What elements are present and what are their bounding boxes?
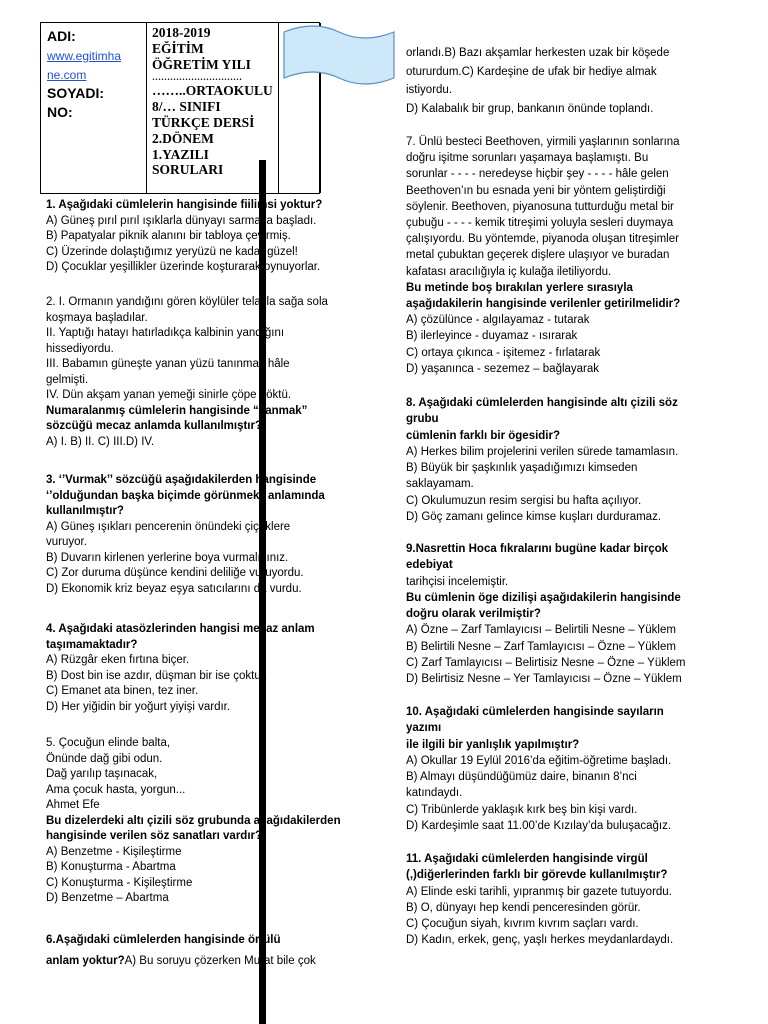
question-stem: 10. Aşağıdaki cümlelerden hangisinde sayıların — [406, 706, 664, 718]
question-stem: doğru olarak verilmiştir? — [406, 608, 541, 621]
statement-line: III. Babamın güneşte yanan yüzü tanınmaz hâle — [46, 358, 290, 370]
passage-line: çubuğu - - - - kemik titreşimi yoluyla sesleri duymaya — [406, 217, 674, 230]
question-11 — [406, 851, 673, 949]
question-stem: kullanılmıştır? — [46, 505, 124, 517]
surname-label: SOYADI: — [47, 85, 105, 101]
answer-option[interactable]: D) Benzetme – Abartma — [46, 892, 169, 904]
answer-option[interactable]: D) Kardeşimle saat 11.00’de Kızılay’da buluşacağız. — [406, 820, 672, 833]
answer-option[interactable]: C) Tribünlerde yaklaşık kırk beş bin kişi vardı. — [406, 803, 638, 816]
exam-title-line: 1.YAZILI — [152, 146, 209, 162]
answer-option[interactable]: C) Konuşturma - Kişileştirme — [46, 876, 193, 889]
answer-option[interactable]: A) Herkes bilim projelerini verilen sürede tamamlasın. — [406, 445, 679, 458]
answer-option[interactable]: A) Güneş ışıkları pencerenin önündeki çiçeklere — [46, 520, 291, 533]
answer-option[interactable]: D) Her yiğidin bir yoğurt yiyişi vardır. — [46, 700, 231, 713]
passage-line: metal çubuktan geçerek dişlere ulaşıyor ve buradan — [406, 249, 670, 262]
statement-line: 2. I. Ormanın yandığını gören köylüler telaşla sağa sola — [46, 296, 328, 308]
exam-title-line: 2.DÖNEM — [152, 130, 214, 146]
question-4 — [46, 622, 315, 715]
answer-option[interactable]: C) ortaya çıkınca - işitemez - fırlatarak — [406, 346, 601, 359]
question-stem: cümlenin farklı bir ögesidir? — [406, 429, 561, 442]
question-5 — [46, 736, 341, 907]
question-stem: Bu metinde boş bırakılan yerlere sırasıyla — [406, 281, 633, 294]
answer-option[interactable]: saklayamam. — [406, 478, 474, 491]
answer-option[interactable]: istiyordu. — [406, 84, 453, 96]
question-stem: (,)diğerlerinden farklı bir görevde kullanılmıştır? — [406, 869, 668, 882]
question-stem: sözcüğü mecaz anlamda kullanılmıştır? — [46, 420, 263, 432]
question-stem: 3. ‘’Vurmak’’ sözcüğü aşağıdakilerden hangisinde — [46, 474, 317, 486]
exam-title-line: SORULARI — [152, 162, 224, 178]
answer-option[interactable]: A) Rüzgâr eken fırtına biçer. — [46, 654, 190, 666]
answer-option[interactable]: C) Zor duruma düşünce kendini deliliğe vuruyordu. — [46, 567, 304, 579]
answer-option[interactable]: B) ilerleyince - duyamaz - ısırarak — [406, 330, 578, 343]
answer-option[interactable]: A) Bu soruyu çözerken Murat bile çok — [124, 955, 316, 967]
answer-option[interactable]: C) Zarf Tamlayıcısı – Belirtisiz Nesne – Özne – Yüklem — [406, 657, 686, 670]
passage-line: sorunlar - - - - neredeyse hiçbir şey - - - - hâle gelen — [406, 168, 669, 181]
answer-option[interactable]: A) Özne – Zarf Tamlayıcısı – Belirtili Nesne – Yüklem — [406, 624, 676, 637]
question-stem: edebiyat — [406, 559, 453, 572]
question-6 — [46, 930, 316, 972]
question-7 — [406, 134, 680, 377]
answer-option[interactable]: A) Benzetme - Kişileştirme — [46, 845, 182, 858]
passage-line: söylenir. Beethoven, piyanosuna tutturduğu metal bir — [406, 200, 674, 213]
answer-option[interactable]: orlandı.B) Bazı akşamlar herkesten uzak bir köşede — [406, 47, 670, 59]
passage-line: 7. Ünlü besteci Beethoven, yirmili yaşlarının sonlarına — [406, 136, 680, 148]
answer-option[interactable]: B) O, dünyayı hep kendi penceresinden görür. — [406, 901, 641, 914]
exam-title-line: EĞİTİM — [152, 40, 204, 56]
answer-option[interactable]: A) Elinde eski tarihli, yıpranmış bir gazete tutuyordu. — [406, 885, 672, 898]
answer-option[interactable]: B) Büyük bir şaşkınlık yaşadığımızı kimseden — [406, 462, 638, 475]
answer-option[interactable]: C) Okulumuzun resim sergisi bu hafta açılıyor. — [406, 494, 642, 507]
statement-line: gelmişti. — [46, 373, 89, 386]
question-stem: ile ilgili bir yanlışlık yapılmıştır? — [406, 738, 580, 751]
question-stem: taşımamaktadır? — [46, 638, 138, 651]
question-stem: Numaralanmış cümlelerin hangisinde “yanmak” — [46, 404, 308, 417]
passage-line: çalışıyordu. Bu yöntemde, piyanoda oluşan titreşimler — [406, 233, 679, 246]
answer-option[interactable]: A) çözülünce - algılayamaz - tutarak — [406, 314, 590, 327]
question-stem: 8. Aşağıdaki cümlelerden hangisinde altı çizili söz — [406, 397, 678, 409]
question-stem: 6.Aşağıdaki cümlelerden hangisinde örtülü — [46, 934, 281, 946]
question-10 — [406, 704, 671, 834]
answer-option[interactable]: D) yaşanınca - sezemez – bağlayarak — [406, 362, 600, 375]
answer-option[interactable]: D) Belirtisiz Nesne – Yer Tamlayıcısı – Özne – Yüklem — [406, 673, 682, 686]
question-stem: 11. Aşağıdaki cümlelerden hangisinde virgül — [406, 853, 648, 865]
question-stem: anlam yoktur? — [46, 955, 125, 967]
website-link-line1: www.egitimha — [47, 49, 122, 63]
question-stem: hangisinde verilen söz sanatları vardır? — [46, 830, 263, 842]
answer-option[interactable]: D) Kalabalık bir grup, bankanın önünde toplandı. — [406, 102, 654, 115]
question-stem: Bu cümlenin öge dizilişi aşağıdakilerin hangisinde — [406, 591, 681, 604]
passage-line: kafatası aracılığıyla iç kulağa iletiliyordu. — [406, 265, 612, 278]
statement-line: II. Yaptığı hatayı hatırladıkça kalbinin yandığını — [46, 327, 285, 339]
question-8 — [406, 395, 678, 525]
question-stem: aşağıdakilerin hangisinde verilenler getirilmelidir? — [406, 298, 681, 311]
question-sentence: tarihçisi incelemiştir. — [406, 575, 509, 588]
answer-option[interactable]: C) Üzerinde dolaştığımız yeryüzü ne kadar güzel! — [46, 245, 298, 258]
student-info-cell — [41, 23, 147, 193]
answer-option[interactable]: D) Ekonomik kriz beyaz eşya satıcılarını da vurdu. — [46, 582, 302, 595]
question-stem: grubu — [406, 413, 439, 426]
passage-line: doğru işitme sorunları yaşamaya başlamıştı. Bu — [406, 152, 649, 165]
answer-option[interactable]: B) Belirtili Nesne – Zarf Tamlayıcısı – Özne – Yüklem — [406, 640, 676, 653]
question-6-continued — [406, 44, 669, 118]
exam-title-line: ÖĞRETİM YILI — [152, 56, 251, 72]
answer-option[interactable]: C) Çocuğun siyah, kıvrım kıvrım saçları vardı. — [406, 918, 639, 931]
exam-title-line: ……..ORTAOKULU — [152, 83, 273, 99]
answer-option[interactable]: B) Duvarın kirlenen yerlerine boya vurmalısınız. — [46, 551, 289, 564]
question-stem: 9.Nasrettin Hoca fıkralarını bugüne kadar birçok — [406, 543, 669, 555]
website-link-line2: ne.com — [47, 68, 87, 82]
poem-line: 5. Çocuğun elinde balta, — [46, 737, 171, 749]
answer-option[interactable]: A) Okullar 19 Eylül 2016’da eğitim-öğretime başladı. — [406, 754, 672, 767]
answer-option[interactable]: vuruyor. — [46, 536, 87, 548]
poem-author: Ahmet Efe — [46, 799, 100, 811]
answer-option[interactable]: D) Kadın, erkek, genç, yaşlı herkes meydanlardaydı. — [406, 934, 674, 947]
statement-line: koşmaya başladılar. — [46, 311, 148, 324]
answer-option[interactable]: B) Papatyalar piknik alanını bir tabloya çevirmiş. — [46, 230, 291, 242]
name-label: ADI: — [47, 28, 76, 44]
poem-line: Önünde dağ gibi odun. — [46, 752, 163, 765]
header-table — [40, 22, 320, 194]
exam-title-line: ………………………… — [152, 72, 242, 83]
question-stem: Bu dizelerdeki altı çizili söz grubunda aşağıdakilerden — [46, 814, 341, 827]
passage-line: Beethoven’ın bu esnada yeni bir yöntem geliştirdiği — [406, 184, 666, 197]
number-label: NO: — [47, 104, 73, 120]
statement-line: hissediyordu. — [46, 342, 114, 355]
question-stem: 1. Aşağıdaki cümlelerin hangisinde fiilimsi yoktur? — [46, 199, 323, 211]
answer-options[interactable]: A) I. B) II. C) III.D) IV. — [46, 435, 155, 448]
question-1 — [46, 198, 322, 276]
exam-title-line: 8/… SINIFI — [152, 99, 221, 115]
poem-line: Ama çocuk hasta, yorgun... — [46, 783, 186, 796]
answer-option[interactable]: B) Konuşturma - Abartma — [46, 861, 176, 873]
flag-banner-icon — [279, 20, 399, 90]
question-3 — [46, 473, 325, 597]
question-2 — [46, 295, 328, 450]
exam-title-line: 2018-2019 — [152, 25, 211, 40]
question-stem: 4. Aşağıdaki atasözlerinden hangisi mecaz anlam — [46, 623, 315, 635]
answer-option[interactable]: B) Dost bin ise azdır, düşman bir ise çoktur. — [46, 669, 268, 682]
answer-option[interactable]: D) Göç zamanı gelince kimse kuşları durduramaz. — [406, 511, 662, 524]
answer-option[interactable]: A) Güneş pırıl pırıl ışıklarla dünyayı sarmaya başladı. — [46, 214, 317, 227]
answer-option[interactable]: D) Çocuklar yeşillikler üzerinde koşturarak oynuyorlar. — [46, 261, 321, 273]
exam-title-line: TÜRKÇE DERSİ — [152, 114, 255, 130]
question-stem: ‘’olduğundan başka biçimde görünmek’’ anlamında — [46, 489, 325, 502]
statement-line: IV. Dün akşam yanan yemeği sinirle çöpe döktü. — [46, 389, 292, 401]
answer-option[interactable]: katındaydı. — [406, 787, 463, 800]
answer-option[interactable]: C) Emanet ata binen, tez iner. — [46, 685, 199, 697]
website-link[interactable] — [47, 49, 121, 82]
question-stem: yazımı — [406, 722, 442, 735]
answer-option[interactable]: otururdum.C) Kardeşine de ufak bir hediye almak — [406, 65, 657, 78]
question-9 — [406, 541, 686, 688]
answer-option[interactable]: B) Almayı düşündüğümüz daire, binanın 8’nci — [406, 771, 637, 784]
poem-line: Dağ yarılıp taşınacak, — [46, 768, 158, 780]
